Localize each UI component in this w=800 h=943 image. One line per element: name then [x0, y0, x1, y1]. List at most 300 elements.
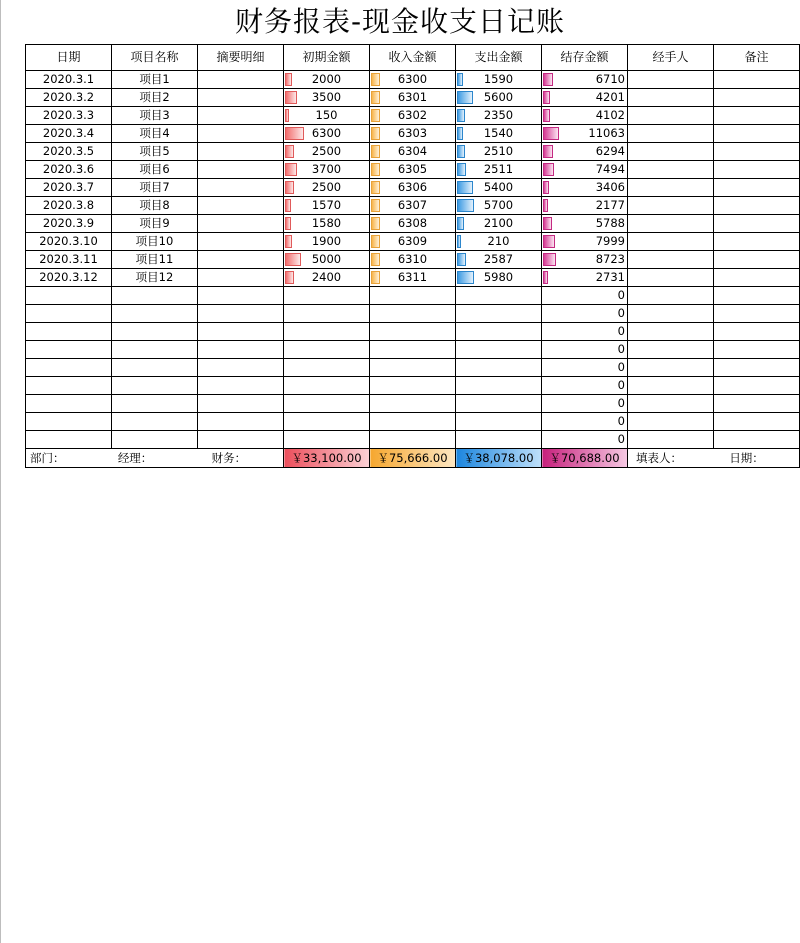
cell-item[interactable]: 项目3: [112, 107, 198, 125]
cell-handler[interactable]: [628, 71, 714, 89]
cell-date[interactable]: 2020.3.11: [26, 251, 112, 269]
table-row: [26, 377, 800, 395]
cell-note[interactable]: [714, 287, 800, 305]
cell-summary[interactable]: [198, 143, 284, 161]
page-title: 财务报表-现金收支日记账: [234, 5, 566, 38]
cell-opening[interactable]: [284, 179, 370, 197]
cell-note[interactable]: [714, 179, 800, 197]
cell-note[interactable]: [714, 269, 800, 287]
cell-balance[interactable]: [542, 359, 628, 377]
cell-expense[interactable]: [456, 107, 542, 125]
cell-date[interactable]: 2020.3.6: [26, 161, 112, 179]
header-item[interactable]: 项目名称: [112, 45, 198, 71]
expense-value: 210: [487, 234, 510, 248]
cell-date[interactable]: [26, 305, 112, 323]
expense-databar: [457, 253, 466, 266]
income-value: 6306: [397, 180, 428, 194]
income-value: 6304: [397, 144, 428, 158]
opening-databar: [285, 271, 294, 284]
total-balance[interactable]: ￥70,688.00: [542, 449, 628, 468]
cell-date[interactable]: 2020.3.12: [26, 269, 112, 287]
balance-value: 0: [617, 360, 625, 374]
header-balance[interactable]: 结存金额: [542, 45, 628, 71]
cell-summary[interactable]: [198, 89, 284, 107]
cell-balance[interactable]: [542, 233, 628, 251]
cell-handler[interactable]: [628, 413, 714, 431]
cell-opening[interactable]: [284, 125, 370, 143]
header-note[interactable]: 备注: [714, 45, 800, 71]
cell-handler[interactable]: [628, 251, 714, 269]
expense-value: 1540: [483, 126, 514, 140]
table-row: [26, 125, 800, 143]
cell-handler[interactable]: [628, 233, 714, 251]
cell-balance[interactable]: [542, 71, 628, 89]
cell-summary[interactable]: [198, 215, 284, 233]
cell-opening[interactable]: [284, 107, 370, 125]
cell-note[interactable]: [714, 359, 800, 377]
cell-summary[interactable]: [198, 323, 284, 341]
cell-note[interactable]: [714, 107, 800, 125]
opening-value: 2500: [311, 180, 342, 194]
header-income[interactable]: 收入金额: [370, 45, 456, 71]
cell-item[interactable]: 项目12: [112, 269, 198, 287]
cell-balance[interactable]: [542, 143, 628, 161]
cell-income[interactable]: [370, 71, 456, 89]
income-databar: [371, 253, 380, 266]
cell-opening[interactable]: [284, 233, 370, 251]
balance-value: 4201: [595, 90, 625, 104]
cell-opening[interactable]: [284, 431, 370, 449]
cell-item[interactable]: 项目6: [112, 161, 198, 179]
expense-databar: [457, 91, 473, 104]
cell-handler[interactable]: [628, 359, 714, 377]
cell-opening[interactable]: [284, 359, 370, 377]
table-row: [26, 413, 800, 431]
cell-item[interactable]: 项目4: [112, 125, 198, 143]
cell-balance[interactable]: [542, 323, 628, 341]
income-databar: [371, 163, 380, 176]
cell-handler[interactable]: [628, 269, 714, 287]
income-value: 6307: [397, 198, 428, 212]
cell-summary[interactable]: [198, 287, 284, 305]
table-row: [26, 179, 800, 197]
balance-value: 7494: [595, 162, 625, 176]
finance-label: 财务：: [211, 450, 247, 465]
expense-databar: [457, 217, 464, 230]
cell-date[interactable]: 2020.3.8: [26, 197, 112, 215]
expense-databar: [457, 181, 473, 194]
cell-balance[interactable]: [542, 413, 628, 431]
cell-expense[interactable]: [456, 161, 542, 179]
cell-income[interactable]: [370, 143, 456, 161]
cell-date[interactable]: [26, 395, 112, 413]
cell-expense[interactable]: [456, 323, 542, 341]
balance-databar: [543, 217, 552, 230]
opening-value: 2400: [311, 270, 342, 284]
expense-databar: [457, 271, 474, 284]
balance-value: 2731: [595, 270, 625, 284]
cell-item[interactable]: 项目9: [112, 215, 198, 233]
balance-value: 0: [617, 306, 625, 320]
cell-summary[interactable]: [198, 107, 284, 125]
cell-balance[interactable]: [542, 305, 628, 323]
table-row: [26, 215, 800, 233]
cell-item[interactable]: 项目5: [112, 143, 198, 161]
header-expense[interactable]: 支出金额: [456, 45, 542, 71]
cell-handler[interactable]: [628, 287, 714, 305]
balance-databar: [543, 91, 550, 104]
income-value: 6302: [397, 108, 428, 122]
income-databar: [371, 145, 380, 158]
table-row: [26, 161, 800, 179]
cell-expense[interactable]: [456, 71, 542, 89]
cell-summary[interactable]: [198, 125, 284, 143]
table-row: [26, 359, 800, 377]
cell-summary[interactable]: [198, 395, 284, 413]
expense-databar: [457, 199, 474, 212]
cell-handler[interactable]: [628, 395, 714, 413]
cell-income[interactable]: [370, 305, 456, 323]
cell-income[interactable]: [370, 269, 456, 287]
cell-balance[interactable]: [542, 251, 628, 269]
balance-value: 6294: [595, 144, 625, 158]
cell-income[interactable]: [370, 161, 456, 179]
cell-summary[interactable]: [198, 179, 284, 197]
table-row: [26, 323, 800, 341]
balance-value: 8723: [595, 252, 625, 266]
opening-databar: [285, 73, 292, 86]
cell-item[interactable]: [112, 395, 198, 413]
balance-databar: [543, 253, 556, 266]
cell-item[interactable]: 项目7: [112, 179, 198, 197]
cell-date[interactable]: [26, 431, 112, 449]
opening-databar: [285, 253, 301, 266]
cell-note[interactable]: [714, 161, 800, 179]
cell-expense[interactable]: [456, 395, 542, 413]
cell-item[interactable]: [112, 413, 198, 431]
cell-income[interactable]: [370, 431, 456, 449]
cell-summary[interactable]: [198, 197, 284, 215]
cell-date[interactable]: [26, 323, 112, 341]
cell-balance[interactable]: [542, 89, 628, 107]
cell-expense[interactable]: [456, 341, 542, 359]
income-databar: [371, 109, 380, 122]
cell-note[interactable]: [714, 197, 800, 215]
cell-income[interactable]: [370, 215, 456, 233]
cell-expense[interactable]: [456, 197, 542, 215]
cell-opening[interactable]: [284, 251, 370, 269]
cell-balance[interactable]: [542, 341, 628, 359]
cell-income[interactable]: [370, 323, 456, 341]
cell-note[interactable]: [714, 251, 800, 269]
cell-balance[interactable]: [542, 431, 628, 449]
cell-income[interactable]: [370, 287, 456, 305]
cell-note[interactable]: [714, 431, 800, 449]
cell-opening[interactable]: [284, 413, 370, 431]
cell-expense[interactable]: [456, 125, 542, 143]
cell-date[interactable]: 2020.3.2: [26, 89, 112, 107]
cell-balance[interactable]: [542, 161, 628, 179]
cell-note[interactable]: [714, 413, 800, 431]
cell-opening[interactable]: [284, 143, 370, 161]
cell-opening[interactable]: [284, 161, 370, 179]
cell-handler[interactable]: [628, 161, 714, 179]
cell-handler[interactable]: [628, 179, 714, 197]
cell-expense[interactable]: [456, 89, 542, 107]
opening-value: 3700: [311, 162, 342, 176]
cell-opening[interactable]: [284, 215, 370, 233]
income-databar: [371, 271, 380, 284]
expense-databar: [457, 109, 465, 122]
opening-databar: [285, 109, 289, 122]
expense-value: 2100: [483, 216, 514, 230]
table-row: [26, 89, 800, 107]
cell-item[interactable]: 项目11: [112, 251, 198, 269]
cell-opening[interactable]: [284, 395, 370, 413]
table-row: [26, 269, 800, 287]
cell-balance[interactable]: [542, 215, 628, 233]
expense-databar: [457, 145, 465, 158]
cell-note[interactable]: [714, 377, 800, 395]
opening-value: 1570: [311, 198, 342, 212]
income-databar: [371, 235, 380, 248]
balance-databar: [543, 181, 549, 194]
income-value: 6300: [397, 72, 428, 86]
cell-handler[interactable]: [628, 215, 714, 233]
expense-value: 5700: [483, 198, 514, 212]
cell-handler[interactable]: [628, 143, 714, 161]
opening-databar: [285, 235, 292, 248]
cell-income[interactable]: [370, 233, 456, 251]
balance-databar: [543, 235, 555, 248]
cell-opening[interactable]: [284, 287, 370, 305]
cell-income[interactable]: [370, 125, 456, 143]
income-databar: [371, 91, 380, 104]
expense-databar: [457, 163, 466, 176]
balance-value: 4102: [595, 108, 625, 122]
cell-opening[interactable]: [284, 341, 370, 359]
cell-note[interactable]: [714, 305, 800, 323]
expense-value: 2510: [483, 144, 514, 158]
cell-note[interactable]: [714, 71, 800, 89]
cell-note[interactable]: [714, 395, 800, 413]
cell-expense[interactable]: [456, 431, 542, 449]
cell-handler[interactable]: [628, 125, 714, 143]
cell-handler[interactable]: [628, 89, 714, 107]
cell-income[interactable]: [370, 197, 456, 215]
cell-summary[interactable]: [198, 359, 284, 377]
cell-opening[interactable]: [284, 377, 370, 395]
date-label: 日期：: [729, 450, 764, 465]
cell-note[interactable]: [714, 215, 800, 233]
expense-databar: [457, 235, 461, 248]
income-databar: [371, 217, 380, 230]
income-value: 6309: [397, 234, 428, 248]
cell-balance[interactable]: [542, 197, 628, 215]
cell-balance[interactable]: [542, 287, 628, 305]
cell-income[interactable]: [370, 341, 456, 359]
total-income[interactable]: ￥75,666.00: [370, 449, 456, 468]
opening-databar: [285, 127, 304, 140]
cell-item[interactable]: [112, 359, 198, 377]
expense-value: 5600: [483, 90, 514, 104]
cell-expense[interactable]: [456, 251, 542, 269]
cell-handler[interactable]: [628, 431, 714, 449]
cell-summary[interactable]: [198, 341, 284, 359]
opening-value: 2500: [311, 144, 342, 158]
balance-value: 5788: [595, 216, 625, 230]
cell-expense[interactable]: [456, 269, 542, 287]
income-value: 6305: [397, 162, 428, 176]
cell-income[interactable]: [370, 179, 456, 197]
header-summary[interactable]: 摘要明细: [198, 45, 284, 71]
cell-handler[interactable]: [628, 377, 714, 395]
cell-date[interactable]: 2020.3.5: [26, 143, 112, 161]
cell-item[interactable]: 项目1: [112, 71, 198, 89]
cell-expense[interactable]: [456, 179, 542, 197]
cell-expense[interactable]: [456, 305, 542, 323]
cell-opening[interactable]: [284, 305, 370, 323]
expense-value: 1590: [483, 72, 514, 86]
cell-expense[interactable]: [456, 143, 542, 161]
balance-value: 2177: [595, 198, 625, 212]
table-row: [26, 431, 800, 449]
cell-summary[interactable]: [198, 71, 284, 89]
cell-date[interactable]: [26, 359, 112, 377]
cell-item[interactable]: [112, 341, 198, 359]
cell-note[interactable]: [714, 143, 800, 161]
expense-value: 5980: [483, 270, 514, 284]
cell-summary[interactable]: [198, 305, 284, 323]
balance-value: 0: [617, 414, 625, 428]
cell-note[interactable]: [714, 341, 800, 359]
table-row: [26, 341, 800, 359]
cell-date[interactable]: 2020.3.1: [26, 71, 112, 89]
cell-summary[interactable]: [198, 233, 284, 251]
cell-item[interactable]: [112, 287, 198, 305]
cell-balance[interactable]: [542, 395, 628, 413]
opening-databar: [285, 91, 297, 104]
cell-balance[interactable]: [542, 269, 628, 287]
cell-income[interactable]: [370, 251, 456, 269]
expense-value: 2511: [483, 162, 514, 176]
cell-item[interactable]: 项目10: [112, 233, 198, 251]
cell-balance[interactable]: [542, 377, 628, 395]
cell-date[interactable]: [26, 413, 112, 431]
cell-summary[interactable]: [198, 377, 284, 395]
cell-note[interactable]: [714, 323, 800, 341]
balance-value: 6710: [595, 72, 625, 86]
balance-databar: [543, 271, 548, 284]
balance-databar: [543, 109, 550, 122]
cell-opening[interactable]: [284, 197, 370, 215]
cell-opening[interactable]: [284, 89, 370, 107]
cell-date[interactable]: [26, 341, 112, 359]
cell-item[interactable]: [112, 323, 198, 341]
cell-item[interactable]: [112, 431, 198, 449]
cell-opening[interactable]: [284, 269, 370, 287]
manager-label: 经理：: [117, 450, 153, 465]
preparer-label: 填表人：: [636, 450, 682, 465]
income-databar: [371, 181, 380, 194]
cell-item[interactable]: 项目2: [112, 89, 198, 107]
opening-databar: [285, 199, 291, 212]
cell-income[interactable]: [370, 359, 456, 377]
cell-opening[interactable]: [284, 71, 370, 89]
table-row: [26, 197, 800, 215]
header-row: [26, 45, 800, 71]
total-opening[interactable]: ￥33,100.00: [284, 449, 370, 468]
cell-income[interactable]: [370, 377, 456, 395]
cell-summary[interactable]: [198, 251, 284, 269]
cell-note[interactable]: [714, 89, 800, 107]
cell-income[interactable]: [370, 413, 456, 431]
cell-income[interactable]: [370, 89, 456, 107]
cell-date[interactable]: 2020.3.7: [26, 179, 112, 197]
cell-summary[interactable]: [198, 431, 284, 449]
income-databar: [371, 127, 380, 140]
header-handler[interactable]: 经手人: [628, 45, 714, 71]
cell-handler[interactable]: [628, 107, 714, 125]
balance-databar: [543, 73, 553, 86]
cell-income[interactable]: [370, 395, 456, 413]
cell-item[interactable]: [112, 305, 198, 323]
cell-balance[interactable]: [542, 125, 628, 143]
cell-item[interactable]: [112, 377, 198, 395]
total-expense[interactable]: ￥38,078.00: [456, 449, 542, 468]
cell-handler[interactable]: [628, 341, 714, 359]
header-opening[interactable]: 初期金额: [284, 45, 370, 71]
table-row: [26, 287, 800, 305]
cell-expense[interactable]: [456, 413, 542, 431]
cell-note[interactable]: [714, 125, 800, 143]
cell-expense[interactable]: [456, 215, 542, 233]
header-date[interactable]: 日期: [26, 45, 112, 71]
table-row: [26, 251, 800, 269]
cell-date[interactable]: 2020.3.3: [26, 107, 112, 125]
table-row: [26, 305, 800, 323]
cell-summary[interactable]: [198, 413, 284, 431]
cell-date[interactable]: 2020.3.10: [26, 233, 112, 251]
cell-date[interactable]: [26, 377, 112, 395]
ledger-body: [26, 71, 800, 449]
cell-note[interactable]: [714, 233, 800, 251]
cell-expense[interactable]: [456, 233, 542, 251]
cell-date[interactable]: 2020.3.4: [26, 125, 112, 143]
cell-date[interactable]: [26, 287, 112, 305]
income-value: 6301: [397, 90, 428, 104]
cell-summary[interactable]: [198, 161, 284, 179]
footer-row: [26, 449, 800, 468]
balance-value: 0: [617, 432, 625, 446]
cell-handler[interactable]: [628, 305, 714, 323]
cell-income[interactable]: [370, 107, 456, 125]
cell-date[interactable]: 2020.3.9: [26, 215, 112, 233]
cell-opening[interactable]: [284, 323, 370, 341]
cell-balance[interactable]: [542, 107, 628, 125]
cell-handler[interactable]: [628, 197, 714, 215]
cell-summary[interactable]: [198, 269, 284, 287]
cell-balance[interactable]: [542, 179, 628, 197]
cell-expense[interactable]: [456, 377, 542, 395]
cell-item[interactable]: 项目8: [112, 197, 198, 215]
cell-expense[interactable]: [456, 359, 542, 377]
opening-databar: [285, 145, 294, 158]
balance-value: 3406: [595, 180, 625, 194]
expense-databar: [457, 127, 463, 140]
cell-handler[interactable]: [628, 323, 714, 341]
cell-expense[interactable]: [456, 287, 542, 305]
